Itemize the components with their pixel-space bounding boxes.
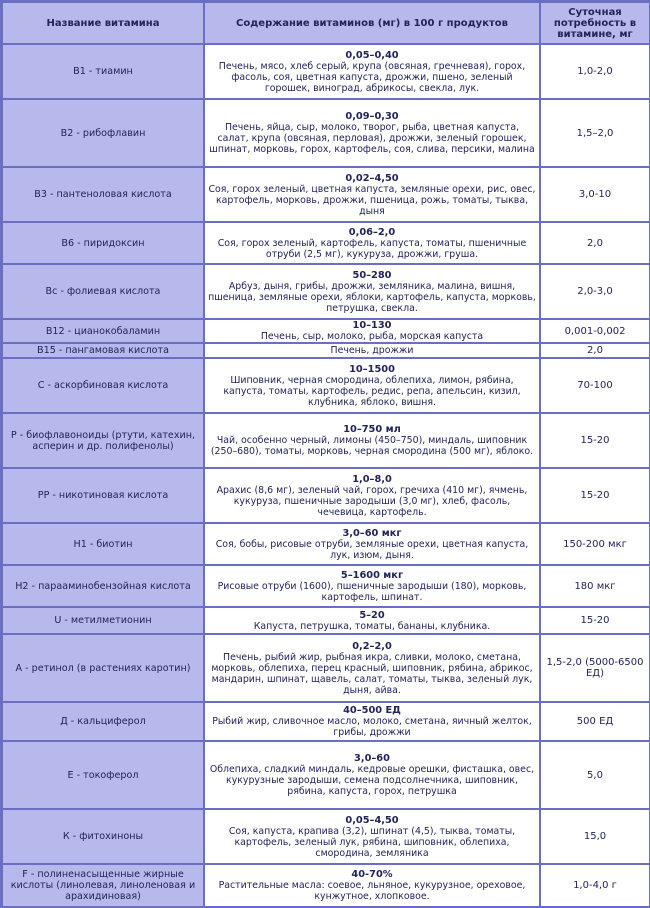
vitamin-content (205, 100, 539, 166)
vitamin-content (205, 810, 539, 863)
vitamin-name: С - аскорбиновая кислота (3, 359, 203, 412)
content-amount: 0,05–4,50 (345, 814, 399, 826)
content-amount: 3,0–60 (354, 753, 390, 764)
daily-need: 1,0-4,0 г (541, 865, 649, 906)
vitamin-name: РР - никотиновая кислота (3, 469, 203, 522)
vitamin-content (205, 524, 539, 564)
daily-need: 1,5–2,0 (541, 100, 649, 166)
content-sources: Рисовые отруби (1600), пшеничные зародыши (180), морковь, картофель, шпинат. (217, 580, 527, 603)
table-row (3, 359, 649, 412)
content-amount: 40-70% (351, 869, 393, 880)
vitamin-content (205, 344, 539, 357)
table-row (3, 168, 649, 221)
content-amount: 40–500 ЕД (343, 705, 401, 716)
vitamin-name: К - фитохиноны (3, 810, 203, 863)
daily-need: 2,0-3,0 (541, 265, 649, 318)
vitamin-content (205, 320, 539, 342)
vitamin-name: Н2 - парааминобензойная кислота (3, 566, 203, 606)
table-row (3, 414, 649, 467)
daily-need: 15-20 (541, 414, 649, 467)
content-sources: Капуста, петрушка, томаты, бананы, клубника. (253, 620, 491, 632)
table-row (3, 320, 649, 342)
content-sources: Соя, горох зеленый, картофель, капуста, томаты, пшеничные отруби (2,5 мг), кукуруза, дрожжи, груша. (217, 237, 527, 260)
vitamin-name: В6 - пиридоксин (3, 223, 203, 263)
content-sources: Растительные масла: соевое, льняное, кукурузное, ореховое, кунжутное, хлопковое. (218, 880, 526, 902)
content-amount: 0,09–0,30 (345, 111, 399, 122)
daily-need: 1,5-2,0 (5000-6500 ЕД) (541, 635, 649, 701)
table-row (3, 265, 649, 318)
header-content: Содержание витаминов (мг) в 100 г продуктов (205, 3, 539, 43)
content-amount: 10–750 мл (343, 424, 401, 435)
daily-need: 70-100 (541, 359, 649, 412)
content-sources: Печень, мясо, хлеб серый, крупа (овсяная, гречневая), горох, фасоль, соя, цветная капуста, дрожжи, пшено, зеленый горошек, виноград, абрикосы, свекла, лук. (218, 60, 526, 94)
daily-need: 2,0 (541, 223, 649, 263)
content-sources: Шиповник, черная смородина, облепиха, лимон, рябина, капуста, томаты, картофель, редис, репа, апельсин, кизил, клубника, яблоко, вишня. (223, 374, 521, 408)
vitamin-name: Н1 - биотин (3, 524, 203, 564)
vitamin-name: А - ретинол (в растениях каротин) (3, 635, 203, 701)
daily-need: 0,001-0,002 (541, 320, 649, 342)
header-need: Суточная потребность в витамине, мг (541, 3, 649, 43)
vitamin-content (205, 566, 539, 606)
table-row (3, 344, 649, 357)
header-row (3, 3, 649, 43)
table-row (3, 608, 649, 633)
daily-need: 180 мкг (541, 566, 649, 606)
content-amount: 5–20 (359, 609, 385, 621)
vitamin-name: Вс - фолиевая кислота (3, 265, 203, 318)
daily-need: 150-200 мкг (541, 524, 649, 564)
vitamin-name: В15 - пангамовая кислота (3, 344, 203, 357)
content-amount: 0,02–4,50 (345, 172, 399, 184)
vitamin-name: Е - токоферол (3, 742, 203, 808)
header-name: Название витамина (3, 3, 203, 43)
table-row (3, 524, 649, 564)
table-row (3, 742, 649, 808)
content-amount: 0,06–2,0 (348, 226, 396, 238)
vitamin-content (205, 265, 539, 318)
content-sources: Соя, горох зеленый, цветная капуста, земляные орехи, рис, овес, картофель, морковь, дрожжи, пшеница, рожь, томаты, тыква, дыня (208, 183, 536, 217)
content-sources: Печень, сыр, молоко, рыба, морская капуста (260, 331, 484, 342)
daily-need: 15,0 (541, 810, 649, 863)
vitamin-content (205, 414, 539, 467)
vitamin-name: В1 - тиамин (3, 45, 203, 98)
table-body (3, 45, 649, 906)
vitamin-name: F - полиненасыщенные жирные кислоты (линолевая, линоленовая и арахидиновая) (3, 865, 203, 906)
content-amount: 0,05–0,40 (345, 49, 399, 61)
table-row (3, 635, 649, 701)
vitamin-content (205, 168, 539, 221)
vitamin-name: Д - кальциферол (3, 703, 203, 740)
content-amount: 5–1600 мкг (340, 569, 404, 581)
content-amount: 0,2–2,0 (352, 640, 392, 652)
table-row (3, 703, 649, 740)
vitamin-content (205, 45, 539, 98)
vitamin-name: Р - биофлавоноиды (ртути, катехин, асперин и др. полифенолы) (3, 414, 203, 467)
content-sources: Арбуз, дыня, грибы, дрожжи, земляника, малина, вишня, пшеница, земляные орехи, яблоки, картофель, капуста, морковь, петрушка, свекла. (208, 280, 536, 314)
content-amount: 10–130 (352, 320, 392, 331)
content-sources: Печень, рыбий жир, рыбная икра, сливки, молоко, сметана, морковь, облепиха, перец красный, шиповник, рябина, абрикос, мандарин, шпинат, щавель, салат, томаты, тыква, зеленый лук, дыня, айва. (211, 651, 533, 696)
content-sources: Соя, капуста, крапива (3,2), шпинат (4,5), тыква, томаты, картофель, зеленый лук, рябина, шиповник, облепиха, смородина, земляника (228, 825, 516, 859)
content-amount: 50–280 (352, 269, 392, 281)
table-row (3, 45, 649, 98)
table-row (3, 810, 649, 863)
table-row (3, 100, 649, 166)
vitamin-content (205, 635, 539, 701)
content-sources: Рыбий жир, сливочное масло, молоко, сметана, яичный желток, грибы, дрожжи (212, 716, 532, 738)
daily-need: 15-20 (541, 608, 649, 633)
content-amount: 1,0–8,0 (352, 473, 392, 485)
content-sources: Облепиха, сладкий миндаль, кедровые орешки, фисташка, овес, кукурузные зародыши, семена подсолнечника, шиповник, рябина, капуста, горох, петрушка (209, 764, 535, 797)
content-amount: 10–1500 (349, 363, 395, 375)
daily-need: 500 ЕД (541, 703, 649, 740)
content-sources: Печень, дрожжи (330, 345, 414, 356)
table-row (3, 566, 649, 606)
daily-need: 3,0-10 (541, 168, 649, 221)
vitamin-content (205, 703, 539, 740)
vitamin-name: В2 - рибофлавин (3, 100, 203, 166)
vitamin-content (205, 742, 539, 808)
table-row (3, 469, 649, 522)
content-amount: 3,0–60 мкг (342, 527, 402, 539)
daily-need: 5,0 (541, 742, 649, 808)
vitamin-name: В12 - цианокобаламин (3, 320, 203, 342)
daily-need: 2,0 (541, 344, 649, 357)
vitamin-content (205, 608, 539, 633)
vitamins-table (1, 1, 650, 908)
vitamin-name: В3 - пантеноловая кислота (3, 168, 203, 221)
content-sources: Соя, бобы, рисовые отруби, земляные орехи, цветная капуста, лук, изюм, дыня. (215, 538, 529, 561)
vitamin-content (205, 223, 539, 263)
vitamin-name: U - метилметионин (3, 608, 203, 633)
daily-need: 15-20 (541, 469, 649, 522)
table-row (3, 223, 649, 263)
content-sources: Печень, яйца, сыр, молоко, творог, рыба, цветная капуста, салат, крупа (овсяная, перловая), дрожжи, зеленый горошек, шпинат, морковь, горох, картофель, соя, слива, персики, малина (209, 122, 535, 155)
content-sources: Арахис (8,6 мг), зеленый чай, горох, гречиха (410 мг), ячмень, кукуруза, пшеничные зародыши (3,0 мг), хлеб, фасоль, чечевица, картофель. (216, 484, 528, 518)
vitamin-content (205, 469, 539, 522)
content-sources: Чай, особенно черный, лимоны (450–750), миндаль, шиповник (250–680), томаты, морковь, черная смородина (500 мг), яблоко. (210, 435, 534, 457)
vitamin-content (205, 359, 539, 412)
daily-need: 1,0-2,0 (541, 45, 649, 98)
